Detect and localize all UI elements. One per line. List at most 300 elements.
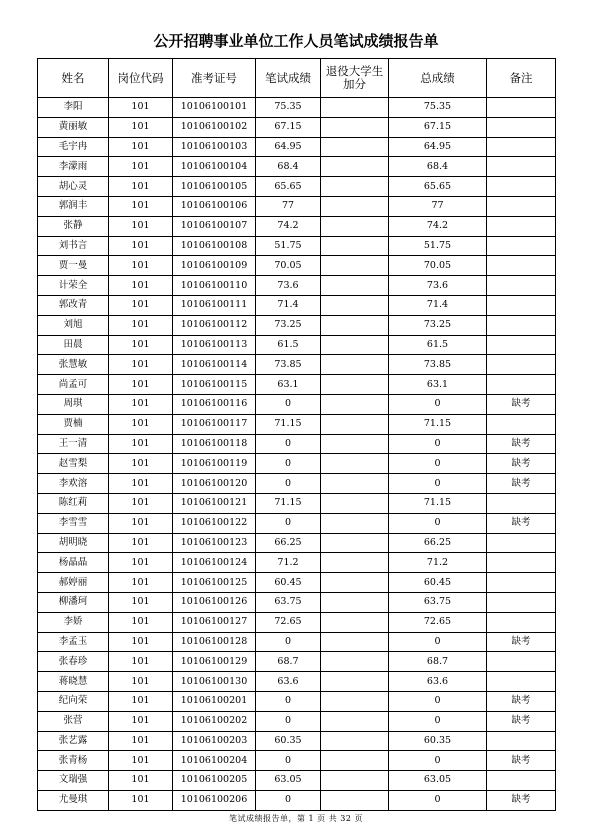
cell-written-score: 60.45	[256, 573, 321, 593]
cell-ticket-number: 10106100111	[173, 295, 256, 315]
table-row	[38, 295, 556, 315]
cell-total-score: 0	[389, 790, 487, 810]
header-remark: 备注	[487, 59, 556, 98]
cell-ticket-number: 10106100123	[173, 533, 256, 553]
cell-name: 黄丽敏	[38, 117, 109, 137]
cell-ticket-number: 10106100127	[173, 612, 256, 632]
table-row	[38, 157, 556, 177]
cell-name: 张青杨	[38, 751, 109, 771]
table-row	[38, 731, 556, 751]
cell-written-score: 74.2	[256, 216, 321, 236]
cell-name: 李雪雪	[38, 513, 109, 533]
table-row	[38, 612, 556, 632]
cell-remark: 缺考	[487, 454, 556, 474]
table-row	[38, 691, 556, 711]
cell-position-code: 101	[109, 117, 173, 137]
table-row	[38, 216, 556, 236]
cell-veteran-bonus	[321, 711, 389, 731]
cell-total-score: 0	[389, 454, 487, 474]
cell-veteran-bonus	[321, 632, 389, 652]
cell-total-score: 60.45	[389, 573, 487, 593]
cell-name: 纪向荣	[38, 691, 109, 711]
cell-ticket-number: 10106100205	[173, 771, 256, 791]
cell-position-code: 101	[109, 711, 173, 731]
table-row	[38, 592, 556, 612]
cell-position-code: 101	[109, 256, 173, 276]
cell-total-score: 0	[389, 711, 487, 731]
cell-position-code: 101	[109, 276, 173, 296]
cell-written-score: 0	[256, 434, 321, 454]
cell-remark	[487, 652, 556, 672]
cell-name: 计荣全	[38, 276, 109, 296]
cell-total-score: 71.15	[389, 414, 487, 434]
cell-written-score: 65.65	[256, 177, 321, 197]
cell-name: 胡心灵	[38, 177, 109, 197]
cell-written-score: 72.65	[256, 612, 321, 632]
cell-remark	[487, 355, 556, 375]
cell-remark: 缺考	[487, 790, 556, 810]
cell-name: 张营	[38, 711, 109, 731]
cell-written-score: 0	[256, 513, 321, 533]
cell-position-code: 101	[109, 137, 173, 157]
cell-name: 张春珍	[38, 652, 109, 672]
cell-name: 李孟玉	[38, 632, 109, 652]
cell-total-score: 71.15	[389, 493, 487, 513]
cell-written-score: 0	[256, 454, 321, 474]
cell-ticket-number: 10106100115	[173, 375, 256, 395]
table-row	[38, 315, 556, 335]
cell-remark	[487, 592, 556, 612]
cell-total-score: 73.85	[389, 355, 487, 375]
table-row	[38, 434, 556, 454]
cell-ticket-number: 10106100124	[173, 553, 256, 573]
cell-name: 胡明晓	[38, 533, 109, 553]
cell-total-score: 63.6	[389, 672, 487, 692]
cell-ticket-number: 10106100102	[173, 117, 256, 137]
cell-veteran-bonus	[321, 394, 389, 414]
cell-written-score: 71.4	[256, 295, 321, 315]
cell-position-code: 101	[109, 652, 173, 672]
table-row	[38, 335, 556, 355]
cell-remark	[487, 731, 556, 751]
cell-remark	[487, 533, 556, 553]
cell-veteran-bonus	[321, 652, 389, 672]
cell-total-score: 0	[389, 474, 487, 494]
cell-name: 郭润丰	[38, 196, 109, 216]
table-row	[38, 513, 556, 533]
table-body	[38, 98, 556, 811]
cell-remark	[487, 177, 556, 197]
table-row	[38, 177, 556, 197]
cell-remark	[487, 256, 556, 276]
cell-remark	[487, 137, 556, 157]
cell-ticket-number: 10106100119	[173, 454, 256, 474]
cell-position-code: 101	[109, 790, 173, 810]
cell-written-score: 75.35	[256, 98, 321, 118]
header-name: 姓名	[38, 59, 109, 98]
table-row	[38, 632, 556, 652]
cell-ticket-number: 10106100109	[173, 256, 256, 276]
cell-veteran-bonus	[321, 672, 389, 692]
cell-name: 尚孟可	[38, 375, 109, 395]
cell-written-score: 73.25	[256, 315, 321, 335]
header-written-score: 笔试成绩	[256, 59, 321, 98]
cell-remark	[487, 335, 556, 355]
cell-position-code: 101	[109, 632, 173, 652]
table-row	[38, 553, 556, 573]
cell-remark	[487, 216, 556, 236]
cell-position-code: 101	[109, 196, 173, 216]
cell-name: 王一清	[38, 434, 109, 454]
cell-ticket-number: 10106100116	[173, 394, 256, 414]
table-row	[38, 533, 556, 553]
cell-total-score: 73.6	[389, 276, 487, 296]
cell-veteran-bonus	[321, 137, 389, 157]
cell-ticket-number: 10106100106	[173, 196, 256, 216]
cell-veteran-bonus	[321, 236, 389, 256]
cell-name: 刘旭	[38, 315, 109, 335]
cell-veteran-bonus	[321, 157, 389, 177]
table-row	[38, 652, 556, 672]
cell-ticket-number: 10106100105	[173, 177, 256, 197]
cell-remark: 缺考	[487, 691, 556, 711]
cell-written-score: 0	[256, 632, 321, 652]
cell-position-code: 101	[109, 493, 173, 513]
cell-veteran-bonus	[321, 375, 389, 395]
cell-name: 李濛雨	[38, 157, 109, 177]
cell-total-score: 0	[389, 751, 487, 771]
cell-remark	[487, 117, 556, 137]
cell-written-score: 68.4	[256, 157, 321, 177]
cell-written-score: 0	[256, 691, 321, 711]
cell-ticket-number: 10106100204	[173, 751, 256, 771]
table-row	[38, 375, 556, 395]
cell-position-code: 101	[109, 315, 173, 335]
cell-ticket-number: 10106100130	[173, 672, 256, 692]
cell-total-score: 0	[389, 434, 487, 454]
cell-veteran-bonus	[321, 434, 389, 454]
cell-veteran-bonus	[321, 117, 389, 137]
cell-name: 柳潘珂	[38, 592, 109, 612]
cell-written-score: 68.7	[256, 652, 321, 672]
cell-total-score: 66.25	[389, 533, 487, 553]
cell-written-score: 0	[256, 711, 321, 731]
cell-veteran-bonus	[321, 295, 389, 315]
cell-position-code: 101	[109, 177, 173, 197]
header-total-score: 总成绩	[389, 59, 487, 98]
cell-veteran-bonus	[321, 553, 389, 573]
cell-veteran-bonus	[321, 771, 389, 791]
cell-written-score: 0	[256, 790, 321, 810]
cell-name: 田晨	[38, 335, 109, 355]
cell-remark	[487, 771, 556, 791]
cell-position-code: 101	[109, 751, 173, 771]
cell-remark: 缺考	[487, 751, 556, 771]
cell-written-score: 77	[256, 196, 321, 216]
table-row	[38, 196, 556, 216]
table-row	[38, 573, 556, 593]
cell-written-score: 67.15	[256, 117, 321, 137]
cell-remark: 缺考	[487, 711, 556, 731]
cell-ticket-number: 10106100125	[173, 573, 256, 593]
cell-total-score: 64.95	[389, 137, 487, 157]
cell-veteran-bonus	[321, 751, 389, 771]
cell-name: 陈红莉	[38, 493, 109, 513]
cell-name: 李阳	[38, 98, 109, 118]
cell-written-score: 51.75	[256, 236, 321, 256]
cell-ticket-number: 10106100203	[173, 731, 256, 751]
cell-written-score: 63.75	[256, 592, 321, 612]
cell-total-score: 70.05	[389, 256, 487, 276]
cell-veteran-bonus	[321, 177, 389, 197]
cell-veteran-bonus	[321, 573, 389, 593]
cell-total-score: 65.65	[389, 177, 487, 197]
cell-veteran-bonus	[321, 256, 389, 276]
cell-ticket-number: 10106100202	[173, 711, 256, 731]
cell-veteran-bonus	[321, 98, 389, 118]
cell-ticket-number: 10106100201	[173, 691, 256, 711]
cell-name: 郝婷丽	[38, 573, 109, 593]
cell-total-score: 0	[389, 513, 487, 533]
table-row	[38, 276, 556, 296]
cell-ticket-number: 10106100107	[173, 216, 256, 236]
cell-total-score: 73.25	[389, 315, 487, 335]
score-table	[37, 58, 556, 811]
cell-written-score: 63.6	[256, 672, 321, 692]
cell-ticket-number: 10106100103	[173, 137, 256, 157]
cell-written-score: 66.25	[256, 533, 321, 553]
cell-name: 周琪	[38, 394, 109, 414]
cell-total-score: 67.15	[389, 117, 487, 137]
cell-ticket-number: 10106100122	[173, 513, 256, 533]
cell-ticket-number: 10106100121	[173, 493, 256, 513]
cell-remark	[487, 672, 556, 692]
cell-total-score: 0	[389, 394, 487, 414]
cell-ticket-number: 10106100101	[173, 98, 256, 118]
cell-written-score: 63.05	[256, 771, 321, 791]
cell-written-score: 70.05	[256, 256, 321, 276]
cell-total-score: 0	[389, 632, 487, 652]
cell-total-score: 74.2	[389, 216, 487, 236]
cell-name: 刘书言	[38, 236, 109, 256]
cell-total-score: 0	[389, 691, 487, 711]
cell-position-code: 101	[109, 335, 173, 355]
cell-total-score: 63.05	[389, 771, 487, 791]
cell-ticket-number: 10106100206	[173, 790, 256, 810]
cell-position-code: 101	[109, 98, 173, 118]
table-row	[38, 98, 556, 118]
cell-position-code: 101	[109, 513, 173, 533]
cell-ticket-number: 10106100126	[173, 592, 256, 612]
cell-written-score: 0	[256, 751, 321, 771]
cell-written-score: 71.2	[256, 553, 321, 573]
cell-written-score: 73.6	[256, 276, 321, 296]
cell-written-score: 0	[256, 394, 321, 414]
cell-remark: 缺考	[487, 434, 556, 454]
cell-veteran-bonus	[321, 276, 389, 296]
cell-remark	[487, 196, 556, 216]
cell-remark	[487, 553, 556, 573]
cell-position-code: 101	[109, 672, 173, 692]
cell-remark: 缺考	[487, 513, 556, 533]
cell-veteran-bonus	[321, 493, 389, 513]
cell-ticket-number: 10106100129	[173, 652, 256, 672]
table-row	[38, 672, 556, 692]
cell-position-code: 101	[109, 533, 173, 553]
cell-written-score: 71.15	[256, 414, 321, 434]
cell-name: 李娇	[38, 612, 109, 632]
cell-total-score: 75.35	[389, 98, 487, 118]
cell-name: 文瑞强	[38, 771, 109, 791]
cell-veteran-bonus	[321, 335, 389, 355]
cell-name: 蒋晓慧	[38, 672, 109, 692]
cell-ticket-number: 10106100110	[173, 276, 256, 296]
cell-name: 尤曼琪	[38, 790, 109, 810]
cell-veteran-bonus	[321, 454, 389, 474]
table-row	[38, 790, 556, 810]
cell-remark	[487, 157, 556, 177]
cell-position-code: 101	[109, 394, 173, 414]
table-row	[38, 137, 556, 157]
cell-veteran-bonus	[321, 790, 389, 810]
cell-remark	[487, 315, 556, 335]
cell-remark	[487, 98, 556, 118]
cell-total-score: 63.1	[389, 375, 487, 395]
cell-veteran-bonus	[321, 196, 389, 216]
cell-ticket-number: 10106100117	[173, 414, 256, 434]
cell-written-score: 64.95	[256, 137, 321, 157]
table-row	[38, 355, 556, 375]
cell-veteran-bonus	[321, 691, 389, 711]
table-row	[38, 771, 556, 791]
cell-veteran-bonus	[321, 355, 389, 375]
header-position-code: 岗位代码	[109, 59, 173, 98]
cell-written-score: 0	[256, 474, 321, 494]
table-row	[38, 117, 556, 137]
cell-veteran-bonus	[321, 533, 389, 553]
cell-position-code: 101	[109, 592, 173, 612]
page-title: 公开招聘事业单位工作人员笔试成绩报告单	[153, 32, 439, 50]
cell-total-score: 61.5	[389, 335, 487, 355]
cell-position-code: 101	[109, 295, 173, 315]
cell-total-score: 68.7	[389, 652, 487, 672]
cell-veteran-bonus	[321, 731, 389, 751]
cell-name: 张艺露	[38, 731, 109, 751]
cell-remark	[487, 493, 556, 513]
cell-veteran-bonus	[321, 315, 389, 335]
cell-name: 杨晶晶	[38, 553, 109, 573]
cell-remark: 缺考	[487, 474, 556, 494]
page-footer: 笔试成绩报告单，第 1 页 共 32 页	[229, 814, 363, 823]
cell-total-score: 51.75	[389, 236, 487, 256]
cell-position-code: 101	[109, 236, 173, 256]
cell-written-score: 71.15	[256, 493, 321, 513]
cell-position-code: 101	[109, 454, 173, 474]
table-row	[38, 474, 556, 494]
cell-position-code: 101	[109, 612, 173, 632]
cell-name: 李欢溶	[38, 474, 109, 494]
cell-total-score: 68.4	[389, 157, 487, 177]
table-row	[38, 751, 556, 771]
cell-remark	[487, 295, 556, 315]
cell-veteran-bonus	[321, 612, 389, 632]
cell-ticket-number: 10106100114	[173, 355, 256, 375]
cell-written-score: 61.5	[256, 335, 321, 355]
cell-ticket-number: 10106100112	[173, 315, 256, 335]
cell-name: 毛宇冉	[38, 137, 109, 157]
table-row	[38, 236, 556, 256]
cell-ticket-number: 10106100113	[173, 335, 256, 355]
cell-name: 张慧敏	[38, 355, 109, 375]
cell-remark	[487, 276, 556, 296]
cell-position-code: 101	[109, 771, 173, 791]
cell-position-code: 101	[109, 375, 173, 395]
cell-position-code: 101	[109, 157, 173, 177]
cell-position-code: 101	[109, 691, 173, 711]
cell-veteran-bonus	[321, 216, 389, 236]
cell-name: 张静	[38, 216, 109, 236]
cell-remark	[487, 573, 556, 593]
cell-total-score: 71.4	[389, 295, 487, 315]
cell-remark: 缺考	[487, 632, 556, 652]
cell-veteran-bonus	[321, 474, 389, 494]
cell-position-code: 101	[109, 414, 173, 434]
cell-ticket-number: 10106100120	[173, 474, 256, 494]
cell-position-code: 101	[109, 731, 173, 751]
table-row	[38, 394, 556, 414]
cell-remark	[487, 375, 556, 395]
cell-total-score: 71.2	[389, 553, 487, 573]
table-row	[38, 414, 556, 434]
cell-veteran-bonus	[321, 414, 389, 434]
cell-remark	[487, 414, 556, 434]
cell-veteran-bonus	[321, 592, 389, 612]
cell-name: 贾楠	[38, 414, 109, 434]
cell-remark	[487, 612, 556, 632]
cell-name: 贾一曼	[38, 256, 109, 276]
cell-written-score: 63.1	[256, 375, 321, 395]
cell-ticket-number: 10106100118	[173, 434, 256, 454]
cell-name: 赵雪梨	[38, 454, 109, 474]
table-row	[38, 711, 556, 731]
cell-ticket-number: 10106100128	[173, 632, 256, 652]
cell-position-code: 101	[109, 355, 173, 375]
cell-total-score: 60.35	[389, 731, 487, 751]
cell-name: 郭改青	[38, 295, 109, 315]
header-ticket-number: 准考证号	[173, 59, 256, 98]
header-veteran-bonus: 退役大学生加分	[321, 59, 389, 98]
cell-ticket-number: 10106100108	[173, 236, 256, 256]
cell-position-code: 101	[109, 553, 173, 573]
cell-written-score: 60.35	[256, 731, 321, 751]
cell-position-code: 101	[109, 434, 173, 454]
cell-written-score: 73.85	[256, 355, 321, 375]
table-row	[38, 493, 556, 513]
cell-remark: 缺考	[487, 394, 556, 414]
cell-position-code: 101	[109, 474, 173, 494]
cell-total-score: 72.65	[389, 612, 487, 632]
cell-veteran-bonus	[321, 513, 389, 533]
cell-total-score: 63.75	[389, 592, 487, 612]
cell-total-score: 77	[389, 196, 487, 216]
cell-position-code: 101	[109, 216, 173, 236]
table-row	[38, 454, 556, 474]
cell-ticket-number: 10106100104	[173, 157, 256, 177]
cell-remark	[487, 236, 556, 256]
table-row	[38, 256, 556, 276]
cell-position-code: 101	[109, 573, 173, 593]
table-header-row	[38, 59, 556, 98]
